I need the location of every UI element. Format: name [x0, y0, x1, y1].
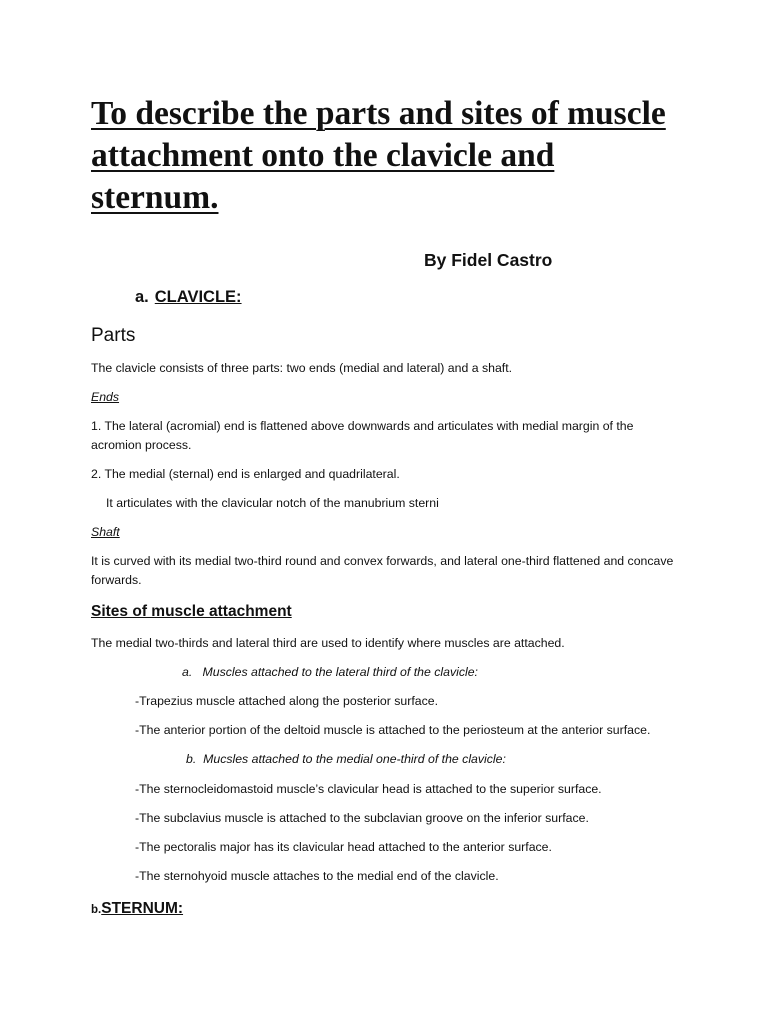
list-item: -The anterior portion of the deltoid muscle is attached to the periosteum at the anterior surface. [135, 723, 651, 737]
ends-item-2: 2. The medial (sternal) end is enlarged and quadrilateral. [91, 467, 400, 481]
author-line: By Fidel Castro [424, 250, 553, 270]
ends-item-1: 1. The lateral (acromial) end is flattened above downwards and articulates with medial margin of the acromion process. [91, 419, 634, 452]
title-line: sternum. [91, 179, 219, 216]
list-item: -The sternocleidomastoid muscle’s clavicular head is attached to the superior surface. [135, 782, 602, 796]
section-b-label: STERNUM: [101, 900, 184, 917]
section-a-label: CLAVICLE: [154, 288, 242, 306]
medial-subheading [186, 750, 506, 769]
medial-marker: b. [186, 752, 197, 766]
parts-heading: Parts [91, 325, 136, 346]
lateral-subheading [182, 663, 478, 682]
medial-heading: Mucsles attached to the medial one-third of the clavicle: [203, 752, 506, 766]
section-a-heading [135, 288, 242, 307]
lateral-heading: Muscles attached to the lateral third of the clavicle: [202, 665, 478, 679]
document-title [91, 93, 731, 219]
lateral-marker: a. [182, 665, 193, 679]
shaft-text: It is curved with its medial two-third round and convex forwards, and lateral one-third flattened and concave forwards. [91, 554, 674, 587]
sites-intro: The medial two-thirds and lateral third are used to identify where muscles are attached. [91, 636, 565, 650]
section-a-marker: a. [135, 288, 149, 306]
title-line: To describe the parts and sites of muscle [91, 95, 666, 132]
title-line: attachment onto the clavicle and [91, 137, 555, 174]
list-item: -The subclavius muscle is attached to the subclavian groove on the inferior surface. [135, 811, 589, 825]
parts-intro: The clavicle consists of three parts: two ends (medial and lateral) and a shaft. [91, 361, 513, 375]
ends-heading: Ends [91, 390, 120, 404]
section-b-heading [91, 900, 183, 918]
list-item: -Trapezius muscle attached along the posterior surface. [135, 694, 439, 708]
list-item: -The sternohyoid muscle attaches to the medial end of the clavicle. [135, 869, 499, 883]
ends-item-2-continuation: It articulates with the clavicular notch of the manubrium sterni [106, 496, 439, 510]
shaft-heading: Shaft [91, 525, 120, 539]
list-item: -The pectoralis major has its clavicular head attached to the anterior surface. [135, 840, 552, 854]
section-b-marker: b. [91, 904, 102, 916]
sites-heading: Sites of muscle attachment [91, 603, 292, 620]
